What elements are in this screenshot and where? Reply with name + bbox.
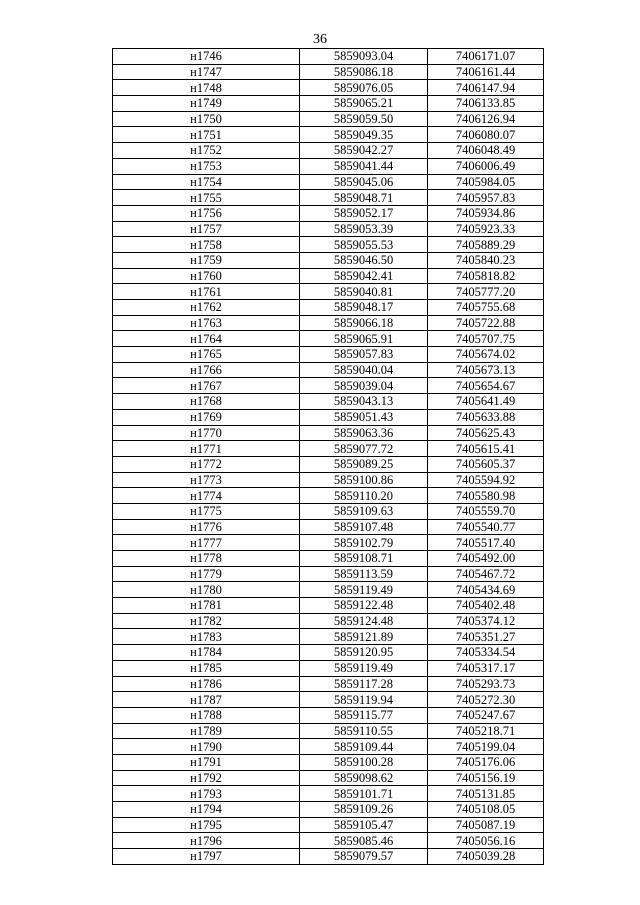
table-row [113,754,544,770]
y-coordinate-cell: 7405722.88 [428,315,544,331]
x-coordinate-cell: 5859049.35 [300,127,428,143]
x-coordinate-cell: 5859051.43 [300,409,428,425]
point-id-cell: н1787 [113,692,300,708]
x-coordinate-cell: 5859119.94 [300,692,428,708]
point-id-cell: н1783 [113,629,300,645]
y-coordinate-cell: 7405674.02 [428,347,544,363]
y-coordinate-cell: 7405934.86 [428,205,544,221]
table-row [113,551,544,567]
table-row [113,378,544,394]
y-coordinate-cell: 7405247.67 [428,707,544,723]
y-coordinate-cell: 7405777.20 [428,284,544,300]
y-coordinate-cell: 7405594.92 [428,472,544,488]
point-id-cell: н1776 [113,519,300,535]
y-coordinate-cell: 7405199.04 [428,739,544,755]
table-row [113,582,544,598]
point-id-cell: н1772 [113,456,300,472]
y-coordinate-cell: 7405707.75 [428,331,544,347]
y-coordinate-cell: 7406006.49 [428,158,544,174]
table-row [113,645,544,661]
table-row [113,456,544,472]
point-id-cell: н1781 [113,598,300,614]
y-coordinate-cell: 7405625.43 [428,425,544,441]
table-row [113,96,544,112]
x-coordinate-cell: 5859105.47 [300,817,428,833]
y-coordinate-cell: 7406147.94 [428,80,544,96]
x-coordinate-cell: 5859120.95 [300,645,428,661]
x-coordinate-cell: 5859042.41 [300,268,428,284]
point-id-cell: н1758 [113,237,300,253]
point-id-cell: н1766 [113,362,300,378]
table-row [113,786,544,802]
y-coordinate-cell: 7405889.29 [428,237,544,253]
point-id-cell: н1784 [113,645,300,661]
x-coordinate-cell: 5859110.55 [300,723,428,739]
table-row [113,817,544,833]
table-row [113,143,544,159]
point-id-cell: н1778 [113,551,300,567]
x-coordinate-cell: 5859059.50 [300,111,428,127]
x-coordinate-cell: 5859107.48 [300,519,428,535]
x-coordinate-cell: 5859117.28 [300,676,428,692]
table-row [113,676,544,692]
point-id-cell: н1768 [113,394,300,410]
point-id-cell: н1754 [113,174,300,190]
x-coordinate-cell: 5859043.13 [300,394,428,410]
x-coordinate-cell: 5859124.48 [300,613,428,629]
table-row [113,723,544,739]
table-row [113,300,544,316]
x-coordinate-cell: 5859093.04 [300,49,428,65]
table-row [113,441,544,457]
point-id-cell: н1775 [113,503,300,519]
x-coordinate-cell: 5859109.26 [300,802,428,818]
x-coordinate-cell: 5859079.57 [300,849,428,865]
y-coordinate-cell: 7405923.33 [428,221,544,237]
x-coordinate-cell: 5859089.25 [300,456,428,472]
table-row [113,237,544,253]
table-row [113,503,544,519]
point-id-cell: н1760 [113,268,300,284]
x-coordinate-cell: 5859102.79 [300,535,428,551]
table-row [113,535,544,551]
y-coordinate-cell: 7406161.44 [428,64,544,80]
x-coordinate-cell: 5859121.89 [300,629,428,645]
x-coordinate-cell: 5859101.71 [300,786,428,802]
point-id-cell: н1792 [113,770,300,786]
y-coordinate-cell: 7405957.83 [428,190,544,206]
x-coordinate-cell: 5859057.83 [300,347,428,363]
x-coordinate-cell: 5859052.17 [300,205,428,221]
y-coordinate-cell: 7405605.37 [428,456,544,472]
x-coordinate-cell: 5859045.06 [300,174,428,190]
x-coordinate-cell: 5859055.53 [300,237,428,253]
point-id-cell: н1789 [113,723,300,739]
point-id-cell: н1794 [113,802,300,818]
point-id-cell: н1785 [113,660,300,676]
coordinates-table [112,48,544,865]
table-row [113,205,544,221]
point-id-cell: н1756 [113,205,300,221]
point-id-cell: н1769 [113,409,300,425]
table-row [113,472,544,488]
point-id-cell: н1780 [113,582,300,598]
y-coordinate-cell: 7405654.67 [428,378,544,394]
y-coordinate-cell: 7405374.12 [428,613,544,629]
y-coordinate-cell: 7405402.48 [428,598,544,614]
table-row [113,190,544,206]
table-row [113,158,544,174]
y-coordinate-cell: 7405131.85 [428,786,544,802]
x-coordinate-cell: 5859100.28 [300,754,428,770]
point-id-cell: н1757 [113,221,300,237]
x-coordinate-cell: 5859108.71 [300,551,428,567]
x-coordinate-cell: 5859066.18 [300,315,428,331]
table-row [113,739,544,755]
table-row [113,221,544,237]
point-id-cell: н1747 [113,64,300,80]
point-id-cell: н1765 [113,347,300,363]
x-coordinate-cell: 5859076.05 [300,80,428,96]
table-row [113,64,544,80]
y-coordinate-cell: 7406080.07 [428,127,544,143]
point-id-cell: н1771 [113,441,300,457]
x-coordinate-cell: 5859109.63 [300,503,428,519]
y-coordinate-cell: 7405434.69 [428,582,544,598]
table-row [113,425,544,441]
table-row [113,660,544,676]
y-coordinate-cell: 7405984.05 [428,174,544,190]
point-id-cell: н1746 [113,49,300,65]
table-row [113,566,544,582]
x-coordinate-cell: 5859110.20 [300,488,428,504]
y-coordinate-cell: 7405633.88 [428,409,544,425]
table-row [113,770,544,786]
y-coordinate-cell: 7405272.30 [428,692,544,708]
point-id-cell: н1750 [113,111,300,127]
table-row [113,519,544,535]
table-row [113,849,544,865]
table-row [113,394,544,410]
x-coordinate-cell: 5859115.77 [300,707,428,723]
table-row [113,692,544,708]
x-coordinate-cell: 5859063.36 [300,425,428,441]
table-row [113,488,544,504]
table-row [113,284,544,300]
table-row [113,127,544,143]
point-id-cell: н1749 [113,96,300,112]
x-coordinate-cell: 5859086.18 [300,64,428,80]
point-id-cell: н1786 [113,676,300,692]
x-coordinate-cell: 5859098.62 [300,770,428,786]
table-row [113,598,544,614]
y-coordinate-cell: 7405218.71 [428,723,544,739]
x-coordinate-cell: 5859048.71 [300,190,428,206]
point-id-cell: н1790 [113,739,300,755]
point-id-cell: н1767 [113,378,300,394]
point-id-cell: н1773 [113,472,300,488]
y-coordinate-cell: 7405351.27 [428,629,544,645]
y-coordinate-cell: 7405293.73 [428,676,544,692]
table-row [113,252,544,268]
y-coordinate-cell: 7405673.13 [428,362,544,378]
point-id-cell: н1797 [113,849,300,865]
y-coordinate-cell: 7405156.19 [428,770,544,786]
y-coordinate-cell: 7406126.94 [428,111,544,127]
point-id-cell: н1793 [113,786,300,802]
point-id-cell: н1796 [113,833,300,849]
y-coordinate-cell: 7405641.49 [428,394,544,410]
y-coordinate-cell: 7405317.17 [428,660,544,676]
point-id-cell: н1751 [113,127,300,143]
point-id-cell: н1753 [113,158,300,174]
x-coordinate-cell: 5859119.49 [300,582,428,598]
point-id-cell: н1764 [113,331,300,347]
point-id-cell: н1748 [113,80,300,96]
x-coordinate-cell: 5859100.86 [300,472,428,488]
table-row [113,613,544,629]
y-coordinate-cell: 7405039.28 [428,849,544,865]
table-row [113,49,544,65]
x-coordinate-cell: 5859041.44 [300,158,428,174]
x-coordinate-cell: 5859040.81 [300,284,428,300]
point-id-cell: н1791 [113,754,300,770]
table-row [113,629,544,645]
table-row [113,111,544,127]
x-coordinate-cell: 5859122.48 [300,598,428,614]
point-id-cell: н1770 [113,425,300,441]
x-coordinate-cell: 5859077.72 [300,441,428,457]
y-coordinate-cell: 7405176.06 [428,754,544,770]
page-number: 36 [313,32,327,47]
x-coordinate-cell: 5859048.17 [300,300,428,316]
y-coordinate-cell: 7405334.54 [428,645,544,661]
table-row [113,174,544,190]
x-coordinate-cell: 5859042.27 [300,143,428,159]
point-id-cell: н1777 [113,535,300,551]
x-coordinate-cell: 5859046.50 [300,252,428,268]
table-row [113,802,544,818]
x-coordinate-cell: 5859119.49 [300,660,428,676]
y-coordinate-cell: 7405818.82 [428,268,544,284]
point-id-cell: н1762 [113,300,300,316]
x-coordinate-cell: 5859065.91 [300,331,428,347]
y-coordinate-cell: 7405559.70 [428,503,544,519]
x-coordinate-cell: 5859065.21 [300,96,428,112]
y-coordinate-cell: 7405755.68 [428,300,544,316]
y-coordinate-cell: 7405615.41 [428,441,544,457]
y-coordinate-cell: 7405492.00 [428,551,544,567]
table-row [113,315,544,331]
table-row [113,80,544,96]
table-row [113,833,544,849]
y-coordinate-cell: 7405517.40 [428,535,544,551]
point-id-cell: н1761 [113,284,300,300]
table-row [113,707,544,723]
x-coordinate-cell: 5859053.39 [300,221,428,237]
x-coordinate-cell: 5859085.46 [300,833,428,849]
point-id-cell: н1763 [113,315,300,331]
table-row [113,409,544,425]
y-coordinate-cell: 7405840.23 [428,252,544,268]
point-id-cell: н1755 [113,190,300,206]
x-coordinate-cell: 5859109.44 [300,739,428,755]
x-coordinate-cell: 5859113.59 [300,566,428,582]
y-coordinate-cell: 7405467.72 [428,566,544,582]
coordinates-table-body [113,49,544,865]
y-coordinate-cell: 7405540.77 [428,519,544,535]
y-coordinate-cell: 7405580.98 [428,488,544,504]
table-row [113,268,544,284]
y-coordinate-cell: 7405108.05 [428,802,544,818]
x-coordinate-cell: 5859040.04 [300,362,428,378]
y-coordinate-cell: 7405087.19 [428,817,544,833]
point-id-cell: н1752 [113,143,300,159]
point-id-cell: н1759 [113,252,300,268]
point-id-cell: н1788 [113,707,300,723]
point-id-cell: н1782 [113,613,300,629]
point-id-cell: н1774 [113,488,300,504]
point-id-cell: н1779 [113,566,300,582]
y-coordinate-cell: 7406048.49 [428,143,544,159]
point-id-cell: н1795 [113,817,300,833]
y-coordinate-cell: 7405056.16 [428,833,544,849]
table-row [113,362,544,378]
y-coordinate-cell: 7406133.85 [428,96,544,112]
x-coordinate-cell: 5859039.04 [300,378,428,394]
table-row [113,331,544,347]
table-row [113,347,544,363]
y-coordinate-cell: 7406171.07 [428,49,544,65]
